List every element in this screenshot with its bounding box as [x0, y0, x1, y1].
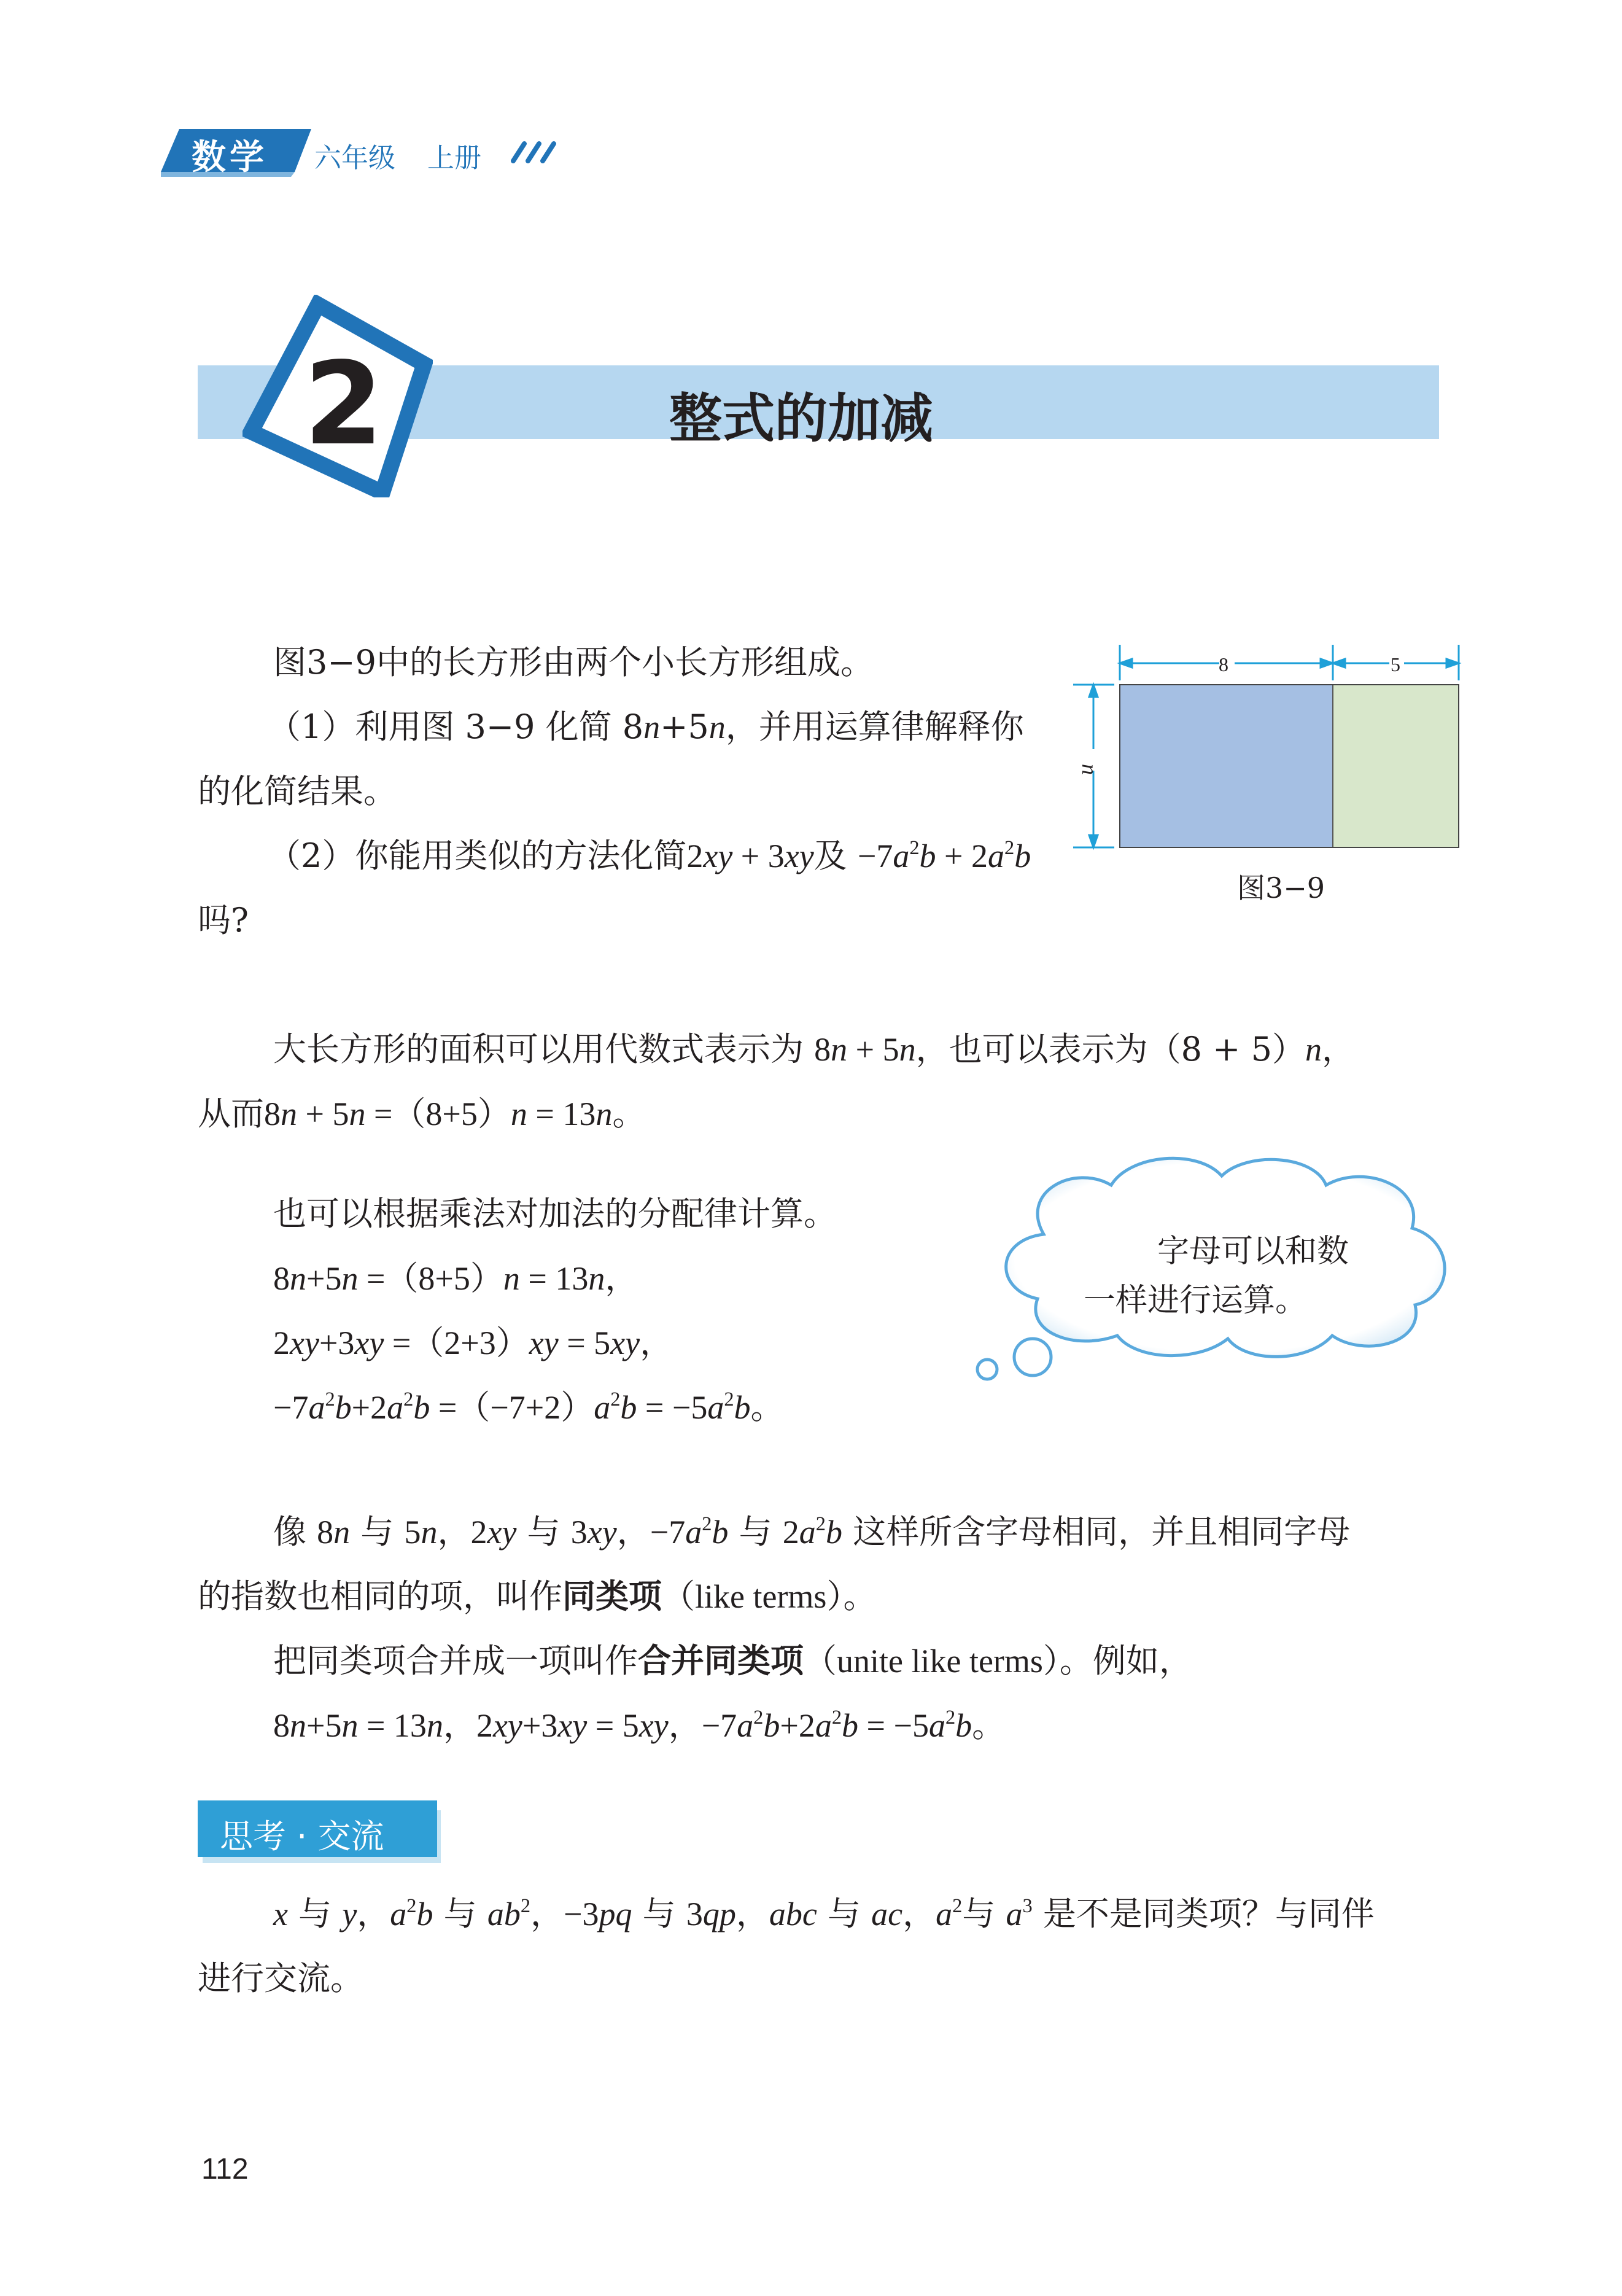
explain-line-2: 从而8n + 5n =（8+5）n = 13n。 [198, 1094, 646, 1133]
term-like-terms: 同类项 [562, 1577, 662, 1616]
header-volume: 上册 [427, 142, 481, 174]
figure-label-8: 8 [1219, 653, 1228, 675]
figure-label-n: n [1077, 764, 1102, 775]
intro-line-1: 图3−9中的长方形由两个小长方形组成。 [273, 643, 874, 682]
cloud-text-line-1: 字母可以和数 [1157, 1233, 1349, 1270]
page-number: 112 [201, 2153, 249, 2185]
definition-line-1: 像 8n 与 5n，2xy 与 3xy，$-7a^2b$ 与 $2a^2b$ 这样所含字母相同，并且相同字母 [273, 1512, 1351, 1551]
figure-rect-left [1120, 685, 1333, 847]
figure-3-9 [1071, 639, 1470, 860]
header-grade: 六年级 [314, 142, 395, 174]
distrib-intro: 也可以根据乘法对加法的分配律计算。 [273, 1194, 837, 1233]
think-question: x 与 y，$a^2b$ 与 $ab^2$，−3pq 与 3qp，abc 与 ac，$a^2$与 $a^3$ 是不是同类项？与同伴 [273, 1894, 1375, 1933]
definition-example: 8n+5n = 13n，2xy+3xy = 5xy，$-7a^2b+2a^2b = -5a^2b$。 [273, 1706, 1006, 1745]
definition-line-3: 把同类项合并成一项叫作合并同类项（unite like terms）。例如， [273, 1641, 1192, 1680]
intro-question-1: （1）利用图 3−9 化简 8n+5n，并用运算律解释你 [268, 707, 1024, 746]
explain-line-1: 大长方形的面积可以用代数式表示为 8n + 5n，也可以表示为（8 + 5）n， [273, 1030, 1355, 1068]
cloud-text-line-2: 一样进行运算。 [1084, 1282, 1308, 1319]
section-title: 整式的加减 [669, 388, 933, 449]
intro-question-1-cont: 的化简结果。 [198, 772, 397, 811]
think-badge-label: 思考 · 交流 [220, 1817, 384, 1856]
header-slashes-icon [503, 140, 559, 165]
think-question-cont: 进行交流。 [198, 1959, 363, 1998]
intro-question-2-cont: 吗? [198, 901, 249, 940]
definition-line-2: 的指数也相同的项，叫作同类项（like terms）。 [198, 1577, 877, 1616]
term-unite-like-terms: 合并同类项 [638, 1641, 804, 1680]
distrib-eq-1: 8n+5n =（8+5）n = 13n， [273, 1259, 638, 1298]
section-number: 2 [304, 337, 384, 470]
intro-question-2: （2）你能用类似的方法化简2xy + 3xy及 $-7a^2b + 2a^2b$ [268, 836, 1031, 875]
figure-caption: 图3−9 [1237, 871, 1325, 905]
figure-label-5: 5 [1391, 653, 1400, 675]
figure-rect-right [1333, 685, 1459, 847]
distrib-eq-3: $-7a^2b+2a^2b =(-7+2)a^2b = -5a^2b$。 [273, 1388, 784, 1426]
distrib-eq-2: 2xy+3xy =（2+3）xy = 5xy， [273, 1323, 673, 1362]
header-subject: 数学 [192, 138, 268, 177]
